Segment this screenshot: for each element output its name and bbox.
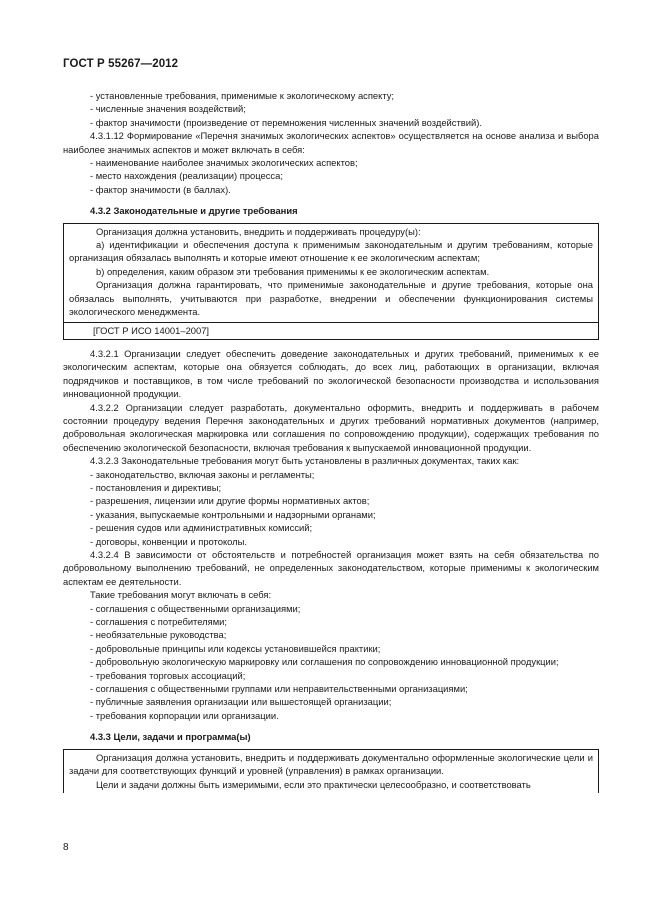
- section-heading-4-3-3: 4.3.3 Цели, задачи и программа(ы): [90, 731, 251, 743]
- paragraph-4-3-2-4: 4.3.2.4 В зависимости от обстоятельств и потребностей организация может взять на себя обязательства по добровольному выполнению требований, не определенных законодательством, которые применимы к экологическим аспектам ее деятельности.: [63, 549, 599, 587]
- list-item: - законодательство, включая законы и регламенты;: [90, 468, 315, 480]
- list-item: - место нахождения (реализации) процесса;: [90, 170, 283, 182]
- list-item: - соглашения с потребителями;: [90, 616, 227, 628]
- list-item: - фактор значимости (произведение от перемножения численных значений воздействий).: [90, 116, 482, 128]
- page-number: 8: [63, 842, 69, 853]
- box-paragraph: a) идентификации и обеспечения доступа к применимым законодательным и другим требованиям, которые организация обязалась выполнять и которые имеют отношение к ее экологическим аспектам;: [69, 239, 593, 264]
- box-paragraph: Цели и задачи должны быть измеримыми, если это практически целесообразно, и соответствовать: [96, 778, 531, 790]
- list-item: - установленные требования, применимые к экологическому аспекту;: [90, 90, 395, 101]
- box-paragraph: b) определения, каким образом эти требования применимы к ее экологическим аспектам.: [96, 265, 490, 277]
- paragraph-4-3-2-3: 4.3.2.3 Законодательные требования могут быть установлены в различных документах, таких как:: [90, 455, 520, 467]
- list-item: - разрешения, лицензии или другие формы нормативных актов;: [90, 495, 370, 507]
- list-item: - решения судов или административных комиссий;: [90, 522, 313, 534]
- list-item: - указания, выпускаемые контрольными и надзорными органами;: [90, 508, 376, 520]
- quoted-standard-box: [63, 223, 599, 340]
- box-paragraph: Организация должна установить, внедрить и поддерживать процедуру(ы):: [96, 225, 421, 237]
- section-heading-4-3-2: 4.3.2 Законодательные и другие требования: [90, 205, 298, 217]
- list-item: - наименование наиболее значимых экологических аспектов;: [90, 157, 358, 169]
- list-item: - договоры, конвенции и протоколы.: [90, 535, 247, 547]
- paragraph-such-requirements: Такие требования могут включать в себя:: [90, 589, 272, 601]
- list-item: - требования торговых ассоциаций;: [90, 669, 246, 681]
- paragraph-4-3-1-12: 4.3.1.12 Формирование «Перечня значимых экологических аспектов» осуществляется на основе анализа и выбора наиболее значимых аспектов и может включать в себя:: [63, 130, 599, 155]
- list-item: - численные значения воздействий;: [90, 103, 246, 115]
- list-item: - необязательные руководства;: [90, 629, 227, 641]
- list-item: - требования корпорации или организации.: [90, 709, 279, 721]
- list-item: - добровольную экологическую маркировку или соглашения по сопровождению инновационной продукции;: [90, 656, 559, 668]
- document-code: ГОСТ Р 55267—2012: [63, 58, 179, 70]
- standard-reference: [ГОСТ Р ИСО 14001–2007]: [64, 322, 598, 337]
- box-paragraph: Организация должна гарантировать, что применимые законодательные и другие требования, которые она обязалась выполнять, учитываются при разработке, внедрении и обеспечении функционирования системы экологического менеджмента.: [69, 279, 593, 318]
- list-item: - соглашения с общественными группами или неправительственными организациями;: [90, 683, 468, 695]
- list-item: - постановления и директивы;: [90, 481, 222, 493]
- box-paragraph: Организация должна установить, внедрить и поддерживать документально оформленные экологические цели и задачи для соответствующих функций и уровней (управления) в рамках организации.: [69, 751, 593, 777]
- paragraph-4-3-2-2: 4.3.2.2 Организации следует разработать, документально оформить, внедрить и поддерживать в рабочем состоянии процедуру ведения Перечня законодательных и других требований нормативных документов (например, добровольная экологическая маркировка или соглашения по сопровождению продукции), содержащих требования по обеспечению экологической безопасности, включая требования к выпускаемой инновационной продукции.: [63, 401, 599, 453]
- quoted-standard-box: [63, 749, 599, 793]
- list-item: - фактор значимости (в баллах).: [90, 183, 231, 195]
- paragraph-4-3-2-1: 4.3.2.1 Организации следует обеспечить доведение законодательных и других требований, применимых к ее экологическим аспектам, которые она обязуется соблюдать, до всех лиц, работающих в организации, включая подрядчиков и поставщиков, в том числе требований по экологической безопасности производства и использования инновационной продукции.: [63, 347, 599, 400]
- list-item: - соглашения с общественными организациями;: [90, 602, 301, 614]
- page-content: [63, 89, 599, 793]
- list-item: - публичные заявления организации или вышестоящей организации;: [90, 696, 392, 708]
- list-item: - добровольные принципы или кодексы установившейся практики;: [90, 642, 381, 654]
